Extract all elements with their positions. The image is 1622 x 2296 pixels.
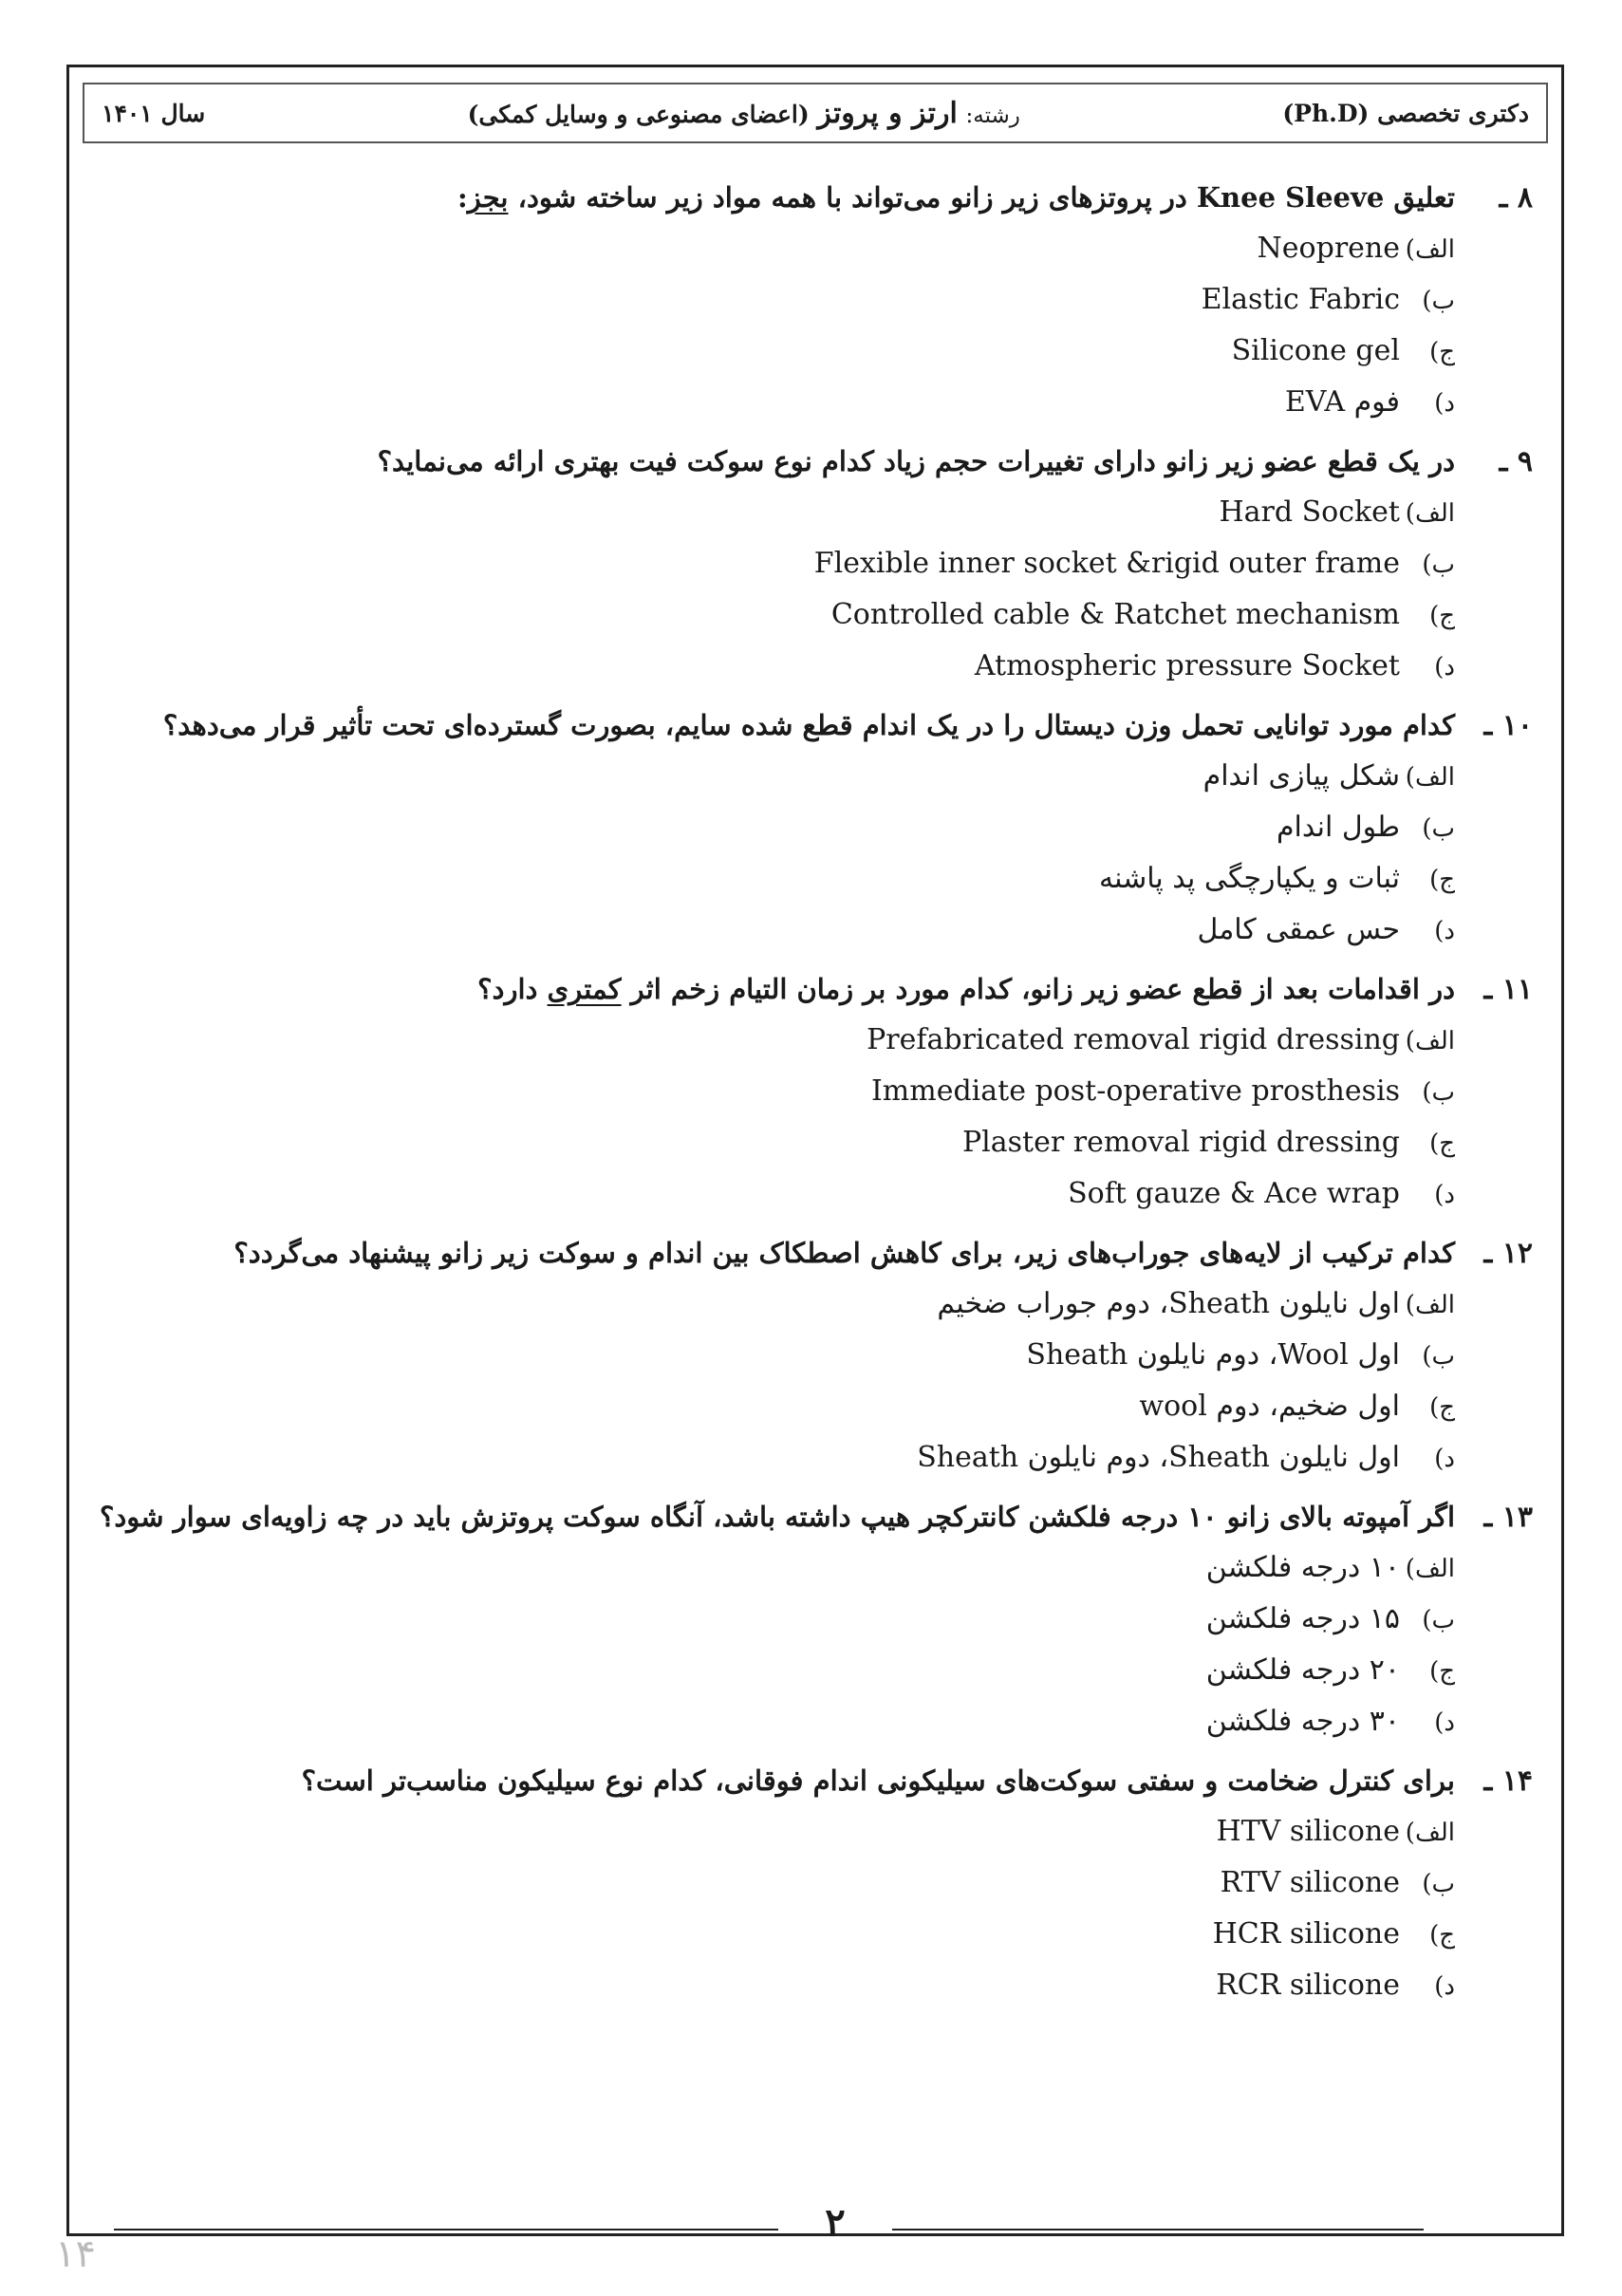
option-text: حس عمقی کامل	[1197, 913, 1400, 946]
question-number: ۱۰ ـ	[1483, 709, 1533, 742]
question-text-main: در یک قطع عضو زیر زانو دارای تغییرات حجم زیاد کدام نوع سوکت فیت بهتری ارائه می‌نماید؟	[377, 445, 1455, 477]
footer-rule-left	[114, 2229, 778, 2231]
option-text: اول ضخیم، دوم wool	[1139, 1390, 1400, 1423]
option-text: HCR silicone	[1212, 1917, 1400, 1951]
answer-option	[88, 1381, 1455, 1432]
question-number: ۹ ـ	[1499, 445, 1533, 478]
option-text: ۱۰ درجه فلکشن	[1205, 1551, 1400, 1584]
answer-options	[88, 751, 1533, 956]
option-text: Atmospheric pressure Socket	[974, 649, 1400, 682]
answer-options	[88, 1806, 1533, 2011]
option-letter: الف)	[1405, 1027, 1455, 1055]
answer-options	[88, 487, 1533, 692]
question-item	[88, 436, 1533, 692]
option-text: ۱۵ درجه فلکشن	[1205, 1602, 1400, 1635]
option-letter: د)	[1434, 1181, 1455, 1209]
option-letter: ب)	[1422, 1870, 1455, 1898]
option-text: شکل پیازی اندام	[1203, 759, 1400, 793]
answer-option	[88, 1279, 1455, 1330]
option-text: RTV silicone	[1220, 1866, 1400, 1899]
option-text: Silicone gel	[1231, 334, 1400, 367]
option-letter: د)	[1434, 917, 1455, 945]
option-letter: الف)	[1405, 763, 1455, 792]
answer-option	[88, 1015, 1455, 1066]
option-text: ثبات و یکپارچگی پد پاشنه	[1099, 862, 1400, 895]
answer-option	[88, 1066, 1455, 1117]
question-text-main: در اقدامات بعد از قطع عضو زیر زانو، کدام مورد بر زمان التیام زخم اثر	[621, 973, 1455, 1005]
answer-option	[88, 1645, 1455, 1696]
answer-option	[88, 1168, 1455, 1220]
answer-option	[88, 1960, 1455, 2011]
answer-option	[88, 1330, 1455, 1381]
option-letter: ب)	[1422, 814, 1455, 843]
option-letter: الف)	[1405, 499, 1455, 528]
degree-label: دکتری تخصصی (Ph.D)	[1282, 99, 1529, 127]
question-stem	[88, 436, 1533, 487]
option-text: Immediate post-operative prosthesis	[870, 1074, 1400, 1108]
answer-option	[88, 487, 1455, 538]
field-title	[468, 97, 1020, 130]
answer-option	[88, 1594, 1455, 1645]
option-text: اول نایلون Sheath، دوم نایلون Sheath	[917, 1441, 1400, 1474]
option-letter: ب)	[1422, 1342, 1455, 1371]
field-label: رشته:	[965, 103, 1020, 128]
question-item	[88, 1491, 1533, 1747]
question-text	[88, 172, 1455, 223]
option-text: طول اندام	[1276, 811, 1400, 844]
option-text: Neoprene	[1257, 232, 1400, 265]
option-letter: د)	[1434, 1708, 1455, 1737]
question-text	[88, 1491, 1455, 1542]
question-text	[88, 1227, 1455, 1279]
answer-options	[88, 1542, 1533, 1747]
option-letter: ج)	[1429, 1129, 1455, 1158]
question-text-main: کدام مورد توانایی تحمل وزن دیستال را در یک اندام قطع شده سایم، بصورت گسترده‌ای تحت تأثیر قرار می‌دهد؟	[162, 709, 1455, 741]
field-subtitle: (اعضای مصنوعی و وسایل کمکی)	[467, 100, 810, 128]
answer-option	[88, 1857, 1455, 1909]
option-text: اول نایلون Sheath، دوم جوراب ضخیم	[937, 1287, 1400, 1320]
question-number: ۱۱ ـ	[1483, 973, 1533, 1006]
option-letter: ج)	[1429, 338, 1455, 366]
option-letter: ب)	[1422, 1606, 1455, 1634]
page-header	[83, 83, 1548, 143]
option-letter: ب)	[1422, 551, 1455, 579]
option-text: RCR silicone	[1216, 1969, 1400, 2002]
question-text	[88, 700, 1455, 751]
option-text: Elastic Fabric	[1201, 283, 1400, 316]
question-item	[88, 1755, 1533, 2011]
question-number: ۱۳ ـ	[1483, 1501, 1533, 1534]
answer-option	[88, 905, 1455, 956]
answer-option	[88, 853, 1455, 905]
option-letter: د)	[1434, 653, 1455, 681]
answer-options	[88, 223, 1533, 428]
question-text-main: کدام ترکیب از لایه‌های جوراب‌های زیر، برای کاهش اصطکاک بین اندام و سوکت زیر زانو پیشنهاد می‌گردد؟	[233, 1237, 1455, 1269]
option-text: Plaster removal rigid dressing	[961, 1126, 1400, 1159]
answer-option	[88, 1117, 1455, 1168]
answer-options	[88, 1015, 1533, 1220]
question-text-main: تعلیق Knee Sleeve در پروتزهای زیر زانو می‌تواند با همه مواد زیر ساخته شود،	[508, 181, 1455, 214]
question-text-main: اگر آمپوته بالای زانو ۱۰ درجه فلکشن کانترکچر هیپ داشته باشد، آنگاه سوکت پروتزش باید در چه زاویه‌ای سوار شود؟	[100, 1501, 1455, 1533]
page-number: ۲	[825, 2200, 846, 2245]
answer-option	[88, 641, 1455, 692]
option-text: Hard Socket	[1219, 495, 1400, 529]
answer-option	[88, 326, 1455, 377]
question-text-tail: :	[457, 181, 468, 214]
questions-list	[88, 172, 1533, 2019]
option-text: اول Wool، دوم نایلون Sheath	[1026, 1338, 1400, 1372]
option-letter: د)	[1434, 389, 1455, 418]
question-stem	[88, 1755, 1533, 1806]
question-text-tail: دارد؟	[477, 973, 548, 1005]
question-stem	[88, 963, 1533, 1015]
question-text	[88, 963, 1455, 1015]
question-stem	[88, 1491, 1533, 1542]
answer-option	[88, 1909, 1455, 1960]
question-number: ۱۲ ـ	[1483, 1237, 1533, 1270]
question-item	[88, 1227, 1533, 1484]
option-letter: د)	[1434, 1445, 1455, 1473]
option-text: فوم EVA	[1284, 385, 1400, 419]
option-text: ۲۰ درجه فلکشن	[1205, 1653, 1400, 1687]
option-text: Prefabricated removal rigid dressing	[867, 1023, 1400, 1056]
question-stem	[88, 172, 1533, 223]
answer-option	[88, 1696, 1455, 1747]
option-letter: ج)	[1429, 602, 1455, 630]
option-letter: ج)	[1429, 1393, 1455, 1422]
option-text: Flexible inner socket &rigid outer frame	[813, 547, 1400, 580]
answer-option	[88, 1432, 1455, 1484]
option-letter: الف)	[1405, 235, 1455, 264]
option-letter: ب)	[1422, 1078, 1455, 1107]
question-text	[88, 436, 1455, 487]
question-item	[88, 963, 1533, 1220]
option-letter: الف)	[1405, 1291, 1455, 1319]
question-text-main: برای کنترل ضخامت و سفتی سوکت‌های سیلیکونی اندام فوقانی، کدام نوع سیلیکون مناسب‌تر است؟	[301, 1764, 1455, 1797]
field-name: ارتز و پروتز	[817, 96, 958, 130]
question-text	[88, 1755, 1455, 1806]
option-letter: الف)	[1405, 1555, 1455, 1583]
answer-option	[88, 274, 1455, 326]
question-item	[88, 172, 1533, 428]
question-number: ۸ ـ	[1499, 181, 1533, 215]
option-letter: الف)	[1405, 1819, 1455, 1847]
footer-rule-right	[892, 2229, 1424, 2231]
exam-page	[66, 65, 1564, 2236]
option-letter: ج)	[1429, 866, 1455, 894]
answer-options	[88, 1279, 1533, 1484]
option-text: ۳۰ درجه فلکشن	[1205, 1705, 1400, 1738]
option-text: Controlled cable & Ratchet mechanism	[830, 598, 1400, 631]
answer-option	[88, 223, 1455, 274]
question-stem	[88, 700, 1533, 751]
answer-option	[88, 1806, 1455, 1857]
answer-option	[88, 377, 1455, 428]
answer-option	[88, 538, 1455, 589]
answer-option	[88, 751, 1455, 802]
answer-option	[88, 1542, 1455, 1594]
question-item	[88, 700, 1533, 956]
answer-option	[88, 589, 1455, 641]
question-stem	[88, 1227, 1533, 1279]
question-text-emphasis: کمتری	[547, 973, 622, 1005]
option-letter: ج)	[1429, 1921, 1455, 1950]
option-letter: ب)	[1422, 287, 1455, 315]
exam-year: سال ۱۴۰۱	[102, 99, 206, 127]
corner-watermark: ۱۴	[55, 2232, 96, 2276]
question-text-emphasis: بجز	[467, 181, 509, 214]
option-letter: ج)	[1429, 1657, 1455, 1686]
option-text: Soft gauze & Ace wrap	[1068, 1177, 1400, 1210]
option-text: HTV silicone	[1216, 1815, 1400, 1848]
option-letter: د)	[1434, 1972, 1455, 2001]
question-number: ۱۴ ـ	[1483, 1764, 1533, 1798]
answer-option	[88, 802, 1455, 853]
